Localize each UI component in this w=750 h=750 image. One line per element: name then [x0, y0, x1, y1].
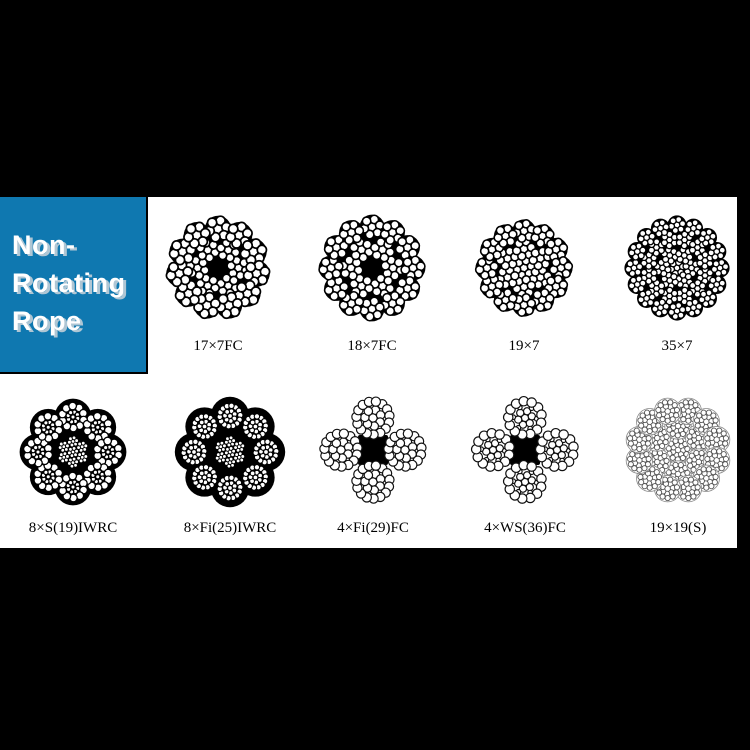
- rope-cross-section-svg: [460, 385, 590, 515]
- rope-label: 8×S(19)IWRC: [28, 520, 118, 536]
- rope-cross-section-svg: [165, 387, 295, 517]
- rope-label: 35×7: [661, 338, 693, 354]
- rope-label: 4×WS(36)FC: [484, 520, 566, 536]
- rope-label: 8×Fi(25)IWRC: [183, 520, 277, 536]
- rope-label: 17×7FC: [193, 338, 243, 354]
- rope-cross-section-svg: [8, 387, 138, 517]
- rope-cross-section-svg: [459, 203, 589, 333]
- rope-label: 19×7: [508, 338, 540, 354]
- rope-cross-section-svg: [308, 385, 438, 515]
- category-title-line-3: Rope: [12, 306, 82, 336]
- category-label-box: [0, 197, 148, 374]
- letterbox-bottom: [0, 548, 750, 750]
- rope-cross-section-svg: [153, 203, 283, 333]
- rope-cross-section-svg: [307, 203, 437, 333]
- rope-label: 18×7FC: [347, 338, 397, 354]
- category-title-line-1: Non-: [12, 230, 76, 260]
- rope-cross-section-svg: [613, 385, 743, 515]
- letterbox-top: [0, 0, 750, 197]
- rope-label: 4×Fi(29)FC: [337, 520, 409, 536]
- category-title-line-2: Rotating: [12, 268, 126, 298]
- rope-cross-section-svg: [612, 203, 742, 333]
- rope-label: 19×19(S): [649, 520, 707, 536]
